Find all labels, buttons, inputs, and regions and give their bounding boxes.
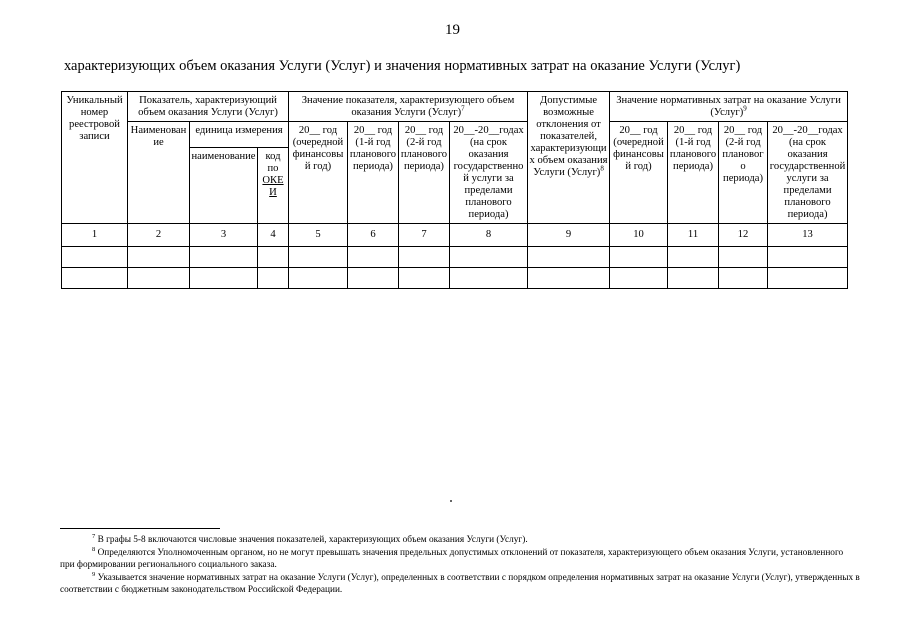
indicators-table xyxy=(61,91,848,289)
table-cell xyxy=(528,247,610,268)
col-indicator-group: Показатель, характеризующий объем оказания Услуги (Услуг) xyxy=(128,92,289,122)
table-cell xyxy=(190,247,258,268)
col-value-year-plan2: 20__ год (2-й год планового периода) xyxy=(399,122,450,224)
column-number: 3 xyxy=(190,224,258,247)
table-cell xyxy=(610,268,668,289)
col-cost-year-plan2: 20__ год (2-й год планового периода) xyxy=(719,122,768,224)
column-number: 5 xyxy=(289,224,348,247)
table-cell xyxy=(62,247,128,268)
column-number: 11 xyxy=(668,224,719,247)
column-number: 12 xyxy=(719,224,768,247)
table-cell xyxy=(62,268,128,289)
table-row xyxy=(62,247,848,268)
column-number: 4 xyxy=(258,224,289,247)
table-cell xyxy=(399,247,450,268)
table-cell xyxy=(719,268,768,289)
table-cell xyxy=(768,268,848,289)
column-number-row xyxy=(62,224,848,247)
column-number: 6 xyxy=(348,224,399,247)
table-cell xyxy=(450,268,528,289)
column-number: 13 xyxy=(768,224,848,247)
table-row xyxy=(62,268,848,289)
table-cell xyxy=(128,268,190,289)
table-cell xyxy=(289,247,348,268)
col-value-group: Значение показателя, характеризующего объем оказания Услуги (Услуг)$^7$ xyxy=(289,92,528,122)
stray-mark xyxy=(450,500,452,502)
col-cost-group: Значение нормативных затрат на оказание Услуги (Услуг)$^9$ xyxy=(610,92,848,122)
table-cell xyxy=(258,247,289,268)
col-unit-group: единица измерения xyxy=(190,122,289,148)
table-cell xyxy=(668,268,719,289)
footnote-9: $^9$ Указывается значение нормативных затрат на оказание Услуги (Услуг), определенных в соответствии с порядком определения нормативных затрат на оказание Услуги (Услуг), утвержденных в соответствии с бюджетным законодательством Российской Федерации. xyxy=(60,570,860,595)
col-name: Наименование xyxy=(128,122,190,224)
col-value-year-plan1: 20__ год (1-й год планового периода) xyxy=(348,122,399,224)
column-number: 10 xyxy=(610,224,668,247)
table-cell xyxy=(258,268,289,289)
table-cell xyxy=(128,247,190,268)
table-cell xyxy=(610,247,668,268)
header-row-2 xyxy=(62,122,848,148)
header-row-1 xyxy=(62,92,848,122)
column-number: 8 xyxy=(450,224,528,247)
col-unit-name: наименование xyxy=(190,147,258,224)
col-cost-year-range: 20__-20__годах (на срок оказания государственной услуги за пределами планового периода) xyxy=(768,122,848,224)
table-cell xyxy=(528,268,610,289)
table-cell xyxy=(348,268,399,289)
table-cell xyxy=(190,268,258,289)
col-okei-code: код по ОКЕИ xyxy=(258,147,289,224)
table-cell xyxy=(668,247,719,268)
col-value-year-current: 20__ год (очередной финансовый год) xyxy=(289,122,348,224)
footnote-8: $^8$ Определяются Уполномоченным органом, но не могут превышать значения предельных допустимых отклонений от показателя, характеризующего объем оказания Услуги, установленного при формировании регионального социального заказа. xyxy=(60,545,844,570)
footnote-separator xyxy=(60,528,220,529)
table-cell xyxy=(348,247,399,268)
col-cost-year-plan1: 20__ год (1-й год планового периода) xyxy=(668,122,719,224)
column-number: 2 xyxy=(128,224,190,247)
column-number: 9 xyxy=(528,224,610,247)
table-cell xyxy=(399,268,450,289)
col-allowed-deviation: Допустимые возможные отклонения от показателей, характеризующих объем оказания Услуги (Услуг)$^8$ xyxy=(528,92,610,224)
section-heading: характеризующих объем оказания Услуги (Услуг) и значения нормативных затрат на оказание Услуги (Услуг) xyxy=(64,58,741,74)
column-number: 7 xyxy=(399,224,450,247)
table-cell xyxy=(719,247,768,268)
footnote-7: $^7$ В графы 5-8 включаются числовые значения показателей, характеризующих объем оказания Услуги (Услуг). xyxy=(92,532,528,545)
col-unique-number: Уникальный номер реестровой записи xyxy=(62,92,128,224)
col-value-year-range: 20__-20__годах (на срок оказания государственной услуги за пределами планового периода) xyxy=(450,122,528,224)
column-number: 1 xyxy=(62,224,128,247)
table-cell xyxy=(768,247,848,268)
col-cost-year-current: 20__ год (очередной финансовый год) xyxy=(610,122,668,224)
table-cell xyxy=(289,268,348,289)
page-number: 19 xyxy=(445,22,460,38)
table-cell xyxy=(450,247,528,268)
